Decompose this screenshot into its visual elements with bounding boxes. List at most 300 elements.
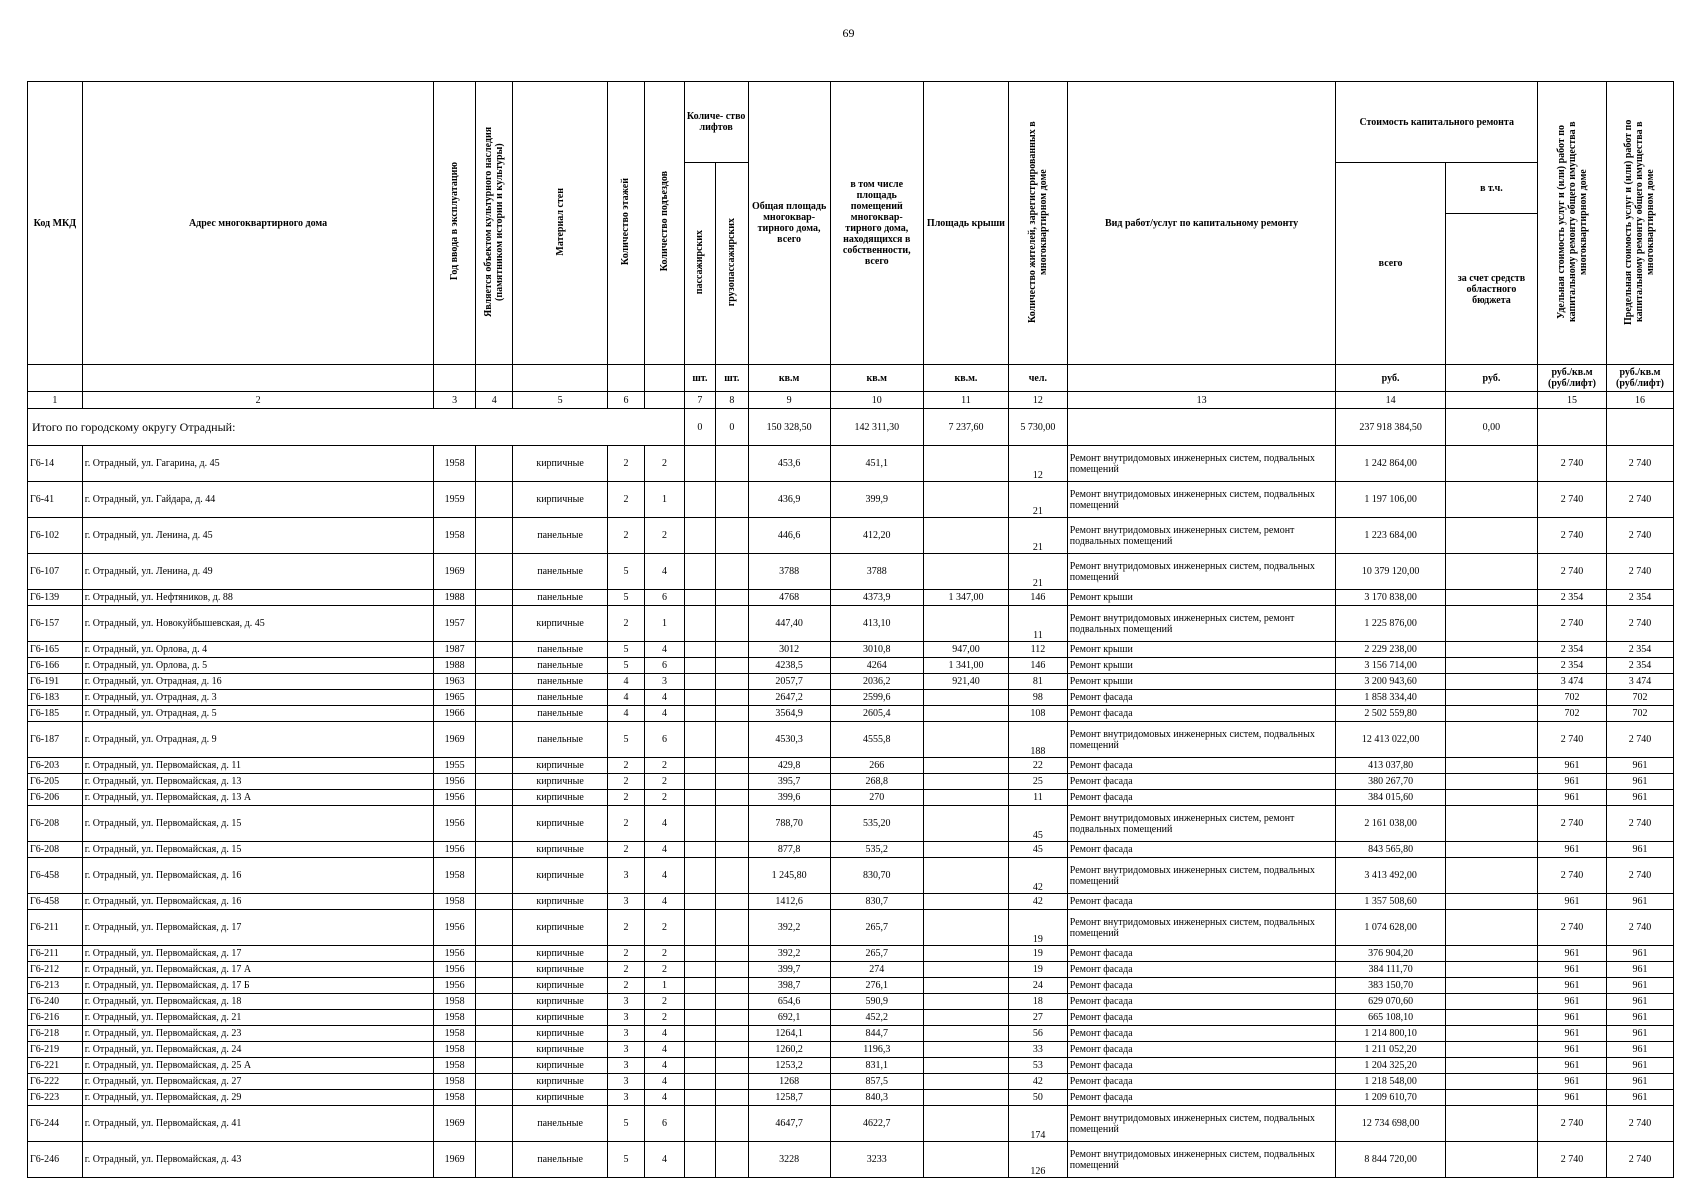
page-number: 69 [842, 26, 855, 40]
cell-cost-total: 1 225 876,00 [1336, 606, 1445, 642]
cell-wall-material: кирпичные [513, 962, 607, 978]
cell-address: г. Отрадный, ул. Отрадная, д. 3 [82, 690, 434, 706]
cell-wall-material: кирпичные [513, 774, 607, 790]
cell-address: г. Отрадный, ул. Первомайская, д. 18 [82, 994, 434, 1010]
cell-owned-area: 831,1 [830, 1058, 923, 1074]
cell-total-area: 1268 [748, 1074, 830, 1090]
cell-max-cost: 961 [1606, 994, 1673, 1010]
cell-cost-total: 1 209 610,70 [1336, 1090, 1445, 1106]
cell-cost-total: 3 170 838,00 [1336, 590, 1445, 606]
cell-lifts-passenger [684, 722, 715, 758]
cell-address: г. Отрадный, ул. Первомайская, д. 13 [82, 774, 434, 790]
cell-roof-area: 921,40 [923, 674, 1008, 690]
cell-year: 1969 [434, 1106, 476, 1142]
table-row [28, 446, 1674, 482]
cell-cost-total: 1 242 864,00 [1336, 446, 1445, 482]
table-row [28, 482, 1674, 518]
table-row [28, 894, 1674, 910]
cell-cost-region [1445, 1010, 1537, 1026]
cell-floors: 3 [607, 994, 645, 1010]
cell-total-area: 398,7 [748, 978, 830, 994]
cell-total-area: 1260,2 [748, 1042, 830, 1058]
cell-address: г. Отрадный, ул. Первомайская, д. 15 [82, 806, 434, 842]
cell-wall-material: панельные [513, 1142, 607, 1178]
cell-cost-region [1445, 1106, 1537, 1142]
unit-per-2: руб./кв.м (руб/лифт) [1606, 365, 1673, 392]
cell-roof-area [923, 1058, 1008, 1074]
cell-max-cost: 2 740 [1606, 910, 1673, 946]
cell-total-area: 3788 [748, 554, 830, 590]
cell-code: Г6-223 [28, 1090, 83, 1106]
cell-work-type: Ремонт внутридомовых инженерных систем, подвальных помещений [1067, 1106, 1336, 1142]
total-residents: 5 730,00 [1009, 409, 1068, 446]
cell-unit-cost: 702 [1538, 690, 1607, 706]
table-header [28, 82, 1674, 409]
cell-max-cost: 2 740 [1606, 518, 1673, 554]
cell-cost-region [1445, 946, 1537, 962]
header-residents: Количество жителей, зарегистрированных в многоквартирном доме [1009, 82, 1068, 365]
cell-cost-region [1445, 446, 1537, 482]
cell-wall-material: панельные [513, 642, 607, 658]
table-row [28, 946, 1674, 962]
cell-floors: 2 [607, 842, 645, 858]
cell-cost-region [1445, 962, 1537, 978]
column-number: 14 [1336, 392, 1445, 409]
cell-entrances: 2 [645, 962, 685, 978]
cell-roof-area [923, 706, 1008, 722]
cell-lifts-cargo [716, 1090, 748, 1106]
cell-cost-region [1445, 590, 1537, 606]
table-row [28, 790, 1674, 806]
cell-year: 1988 [434, 658, 476, 674]
cell-total-area: 1264,1 [748, 1026, 830, 1042]
cell-residents: 24 [1009, 978, 1068, 994]
cell-cost-total: 1 074 628,00 [1336, 910, 1445, 946]
cell-max-cost: 961 [1606, 1042, 1673, 1058]
cell-roof-area [923, 482, 1008, 518]
cell-wall-material: кирпичные [513, 1010, 607, 1026]
cell-residents: 188 [1009, 722, 1068, 758]
cell-heritage [475, 1142, 513, 1178]
cell-roof-area [923, 1010, 1008, 1026]
cell-owned-area: 265,7 [830, 910, 923, 946]
cell-work-type: Ремонт фасада [1067, 1090, 1336, 1106]
column-number: 3 [434, 392, 476, 409]
cell-cost-region [1445, 482, 1537, 518]
cell-address: г. Отрадный, ул. Первомайская, д. 41 [82, 1106, 434, 1142]
cell-roof-area [923, 910, 1008, 946]
cell-owned-area: 840,3 [830, 1090, 923, 1106]
cell-cost-total: 1 211 052,20 [1336, 1042, 1445, 1058]
cell-address: г. Отрадный, ул. Первомайская, д. 27 [82, 1074, 434, 1090]
cell-max-cost: 961 [1606, 1026, 1673, 1042]
cell-unit-cost: 961 [1538, 790, 1607, 806]
cell-unit-cost: 961 [1538, 1058, 1607, 1074]
cell-total-area: 4530,3 [748, 722, 830, 758]
cell-lifts-cargo [716, 722, 748, 758]
cell-cost-total: 3 200 943,60 [1336, 674, 1445, 690]
cell-residents: 19 [1009, 946, 1068, 962]
cell-year: 1969 [434, 554, 476, 590]
cell-lifts-passenger [684, 994, 715, 1010]
cell-floors: 2 [607, 806, 645, 842]
unit-pcs-1: шт. [684, 365, 715, 392]
cell-entrances: 1 [645, 482, 685, 518]
cell-lifts-cargo [716, 1106, 748, 1142]
cell-heritage [475, 758, 513, 774]
cell-heritage [475, 806, 513, 842]
cell-max-cost: 961 [1606, 946, 1673, 962]
cell-residents: 22 [1009, 758, 1068, 774]
cell-lifts-cargo [716, 1058, 748, 1074]
column-number: 9 [748, 392, 830, 409]
cell-work-type: Ремонт крыши [1067, 590, 1336, 606]
cell-residents: 42 [1009, 1074, 1068, 1090]
cell-work-type: Ремонт внутридомовых инженерных систем, подвальных помещений [1067, 446, 1336, 482]
cell-unit-cost: 961 [1538, 994, 1607, 1010]
cell-max-cost: 2 740 [1606, 1142, 1673, 1178]
cell-lifts-passenger [684, 758, 715, 774]
cell-work-type: Ремонт фасада [1067, 978, 1336, 994]
cell-lifts-cargo [716, 978, 748, 994]
cell-code: Г6-211 [28, 946, 83, 962]
cell-wall-material: панельные [513, 722, 607, 758]
cell-code: Г6-458 [28, 858, 83, 894]
cell-floors: 5 [607, 642, 645, 658]
cell-unit-cost: 2 740 [1538, 806, 1607, 842]
cell-roof-area [923, 894, 1008, 910]
cell-cost-region [1445, 518, 1537, 554]
cell-floors: 4 [607, 690, 645, 706]
cell-heritage [475, 858, 513, 894]
cell-address: г. Отрадный, ул. Отрадная, д. 9 [82, 722, 434, 758]
cell-year: 1958 [434, 446, 476, 482]
cell-work-type: Ремонт фасада [1067, 1058, 1336, 1074]
cell-wall-material: кирпичные [513, 606, 607, 642]
cell-total-area: 436,9 [748, 482, 830, 518]
table-row [28, 806, 1674, 842]
cell-lifts-passenger [684, 590, 715, 606]
cell-entrances: 4 [645, 690, 685, 706]
header-roof-area: Площадь крыши [923, 82, 1008, 365]
cell-cost-region [1445, 606, 1537, 642]
cell-cost-region [1445, 758, 1537, 774]
cell-floors: 3 [607, 1026, 645, 1042]
cell-code: Г6-183 [28, 690, 83, 706]
table-row [28, 1142, 1674, 1178]
cell-year: 1958 [434, 1026, 476, 1042]
cell-owned-area: 2599,6 [830, 690, 923, 706]
unit-sqm-3: кв.м. [923, 365, 1008, 392]
cell-entrances: 4 [645, 842, 685, 858]
cell-cost-total: 1 214 800,10 [1336, 1026, 1445, 1042]
cell-heritage [475, 674, 513, 690]
cell-work-type: Ремонт внутридомовых инженерных систем, подвальных помещений [1067, 910, 1336, 946]
cell-address: г. Отрадный, ул. Первомайская, д. 11 [82, 758, 434, 774]
cell-address: г. Отрадный, ул. Отрадная, д. 16 [82, 674, 434, 690]
cell-total-area: 877,8 [748, 842, 830, 858]
cell-roof-area [923, 1026, 1008, 1042]
cell-address: г. Отрадный, ул. Первомайская, д. 23 [82, 1026, 434, 1042]
cell-unit-cost: 2 740 [1538, 722, 1607, 758]
cell-wall-material: панельные [513, 658, 607, 674]
cell-wall-material: кирпичные [513, 910, 607, 946]
cell-total-area: 1 245,80 [748, 858, 830, 894]
header-year: Год ввода в эксплуатацию [434, 82, 476, 365]
cell-wall-material: панельные [513, 690, 607, 706]
cell-code: Г6-41 [28, 482, 83, 518]
cell-heritage [475, 690, 513, 706]
cell-heritage [475, 554, 513, 590]
cell-total-area: 392,2 [748, 946, 830, 962]
cell-roof-area [923, 790, 1008, 806]
cell-floors: 3 [607, 1074, 645, 1090]
cell-floors: 5 [607, 722, 645, 758]
cell-owned-area: 535,20 [830, 806, 923, 842]
cell-residents: 81 [1009, 674, 1068, 690]
cell-unit-cost: 2 740 [1538, 858, 1607, 894]
cell-unit-cost: 2 740 [1538, 1142, 1607, 1178]
table-row [28, 590, 1674, 606]
cell-unit-cost: 961 [1538, 946, 1607, 962]
cell-heritage [475, 658, 513, 674]
cell-residents: 174 [1009, 1106, 1068, 1142]
cell-year: 1956 [434, 978, 476, 994]
cell-max-cost: 702 [1606, 690, 1673, 706]
cell-code: Г6-216 [28, 1010, 83, 1026]
cell-year: 1958 [434, 1042, 476, 1058]
cell-wall-material: панельные [513, 1106, 607, 1142]
cell-cost-region [1445, 1026, 1537, 1042]
cell-entrances: 2 [645, 446, 685, 482]
cell-work-type: Ремонт фасада [1067, 1074, 1336, 1090]
cell-year: 1958 [434, 1058, 476, 1074]
cell-owned-area: 844,7 [830, 1026, 923, 1042]
cell-cost-total: 1 223 684,00 [1336, 518, 1445, 554]
cell-roof-area [923, 690, 1008, 706]
cell-cost-total: 2 229 238,00 [1336, 642, 1445, 658]
cell-year: 1969 [434, 722, 476, 758]
cell-heritage [475, 962, 513, 978]
cell-lifts-passenger [684, 642, 715, 658]
cell-unit-cost: 702 [1538, 706, 1607, 722]
cell-code: Г6-191 [28, 674, 83, 690]
cell-wall-material: панельные [513, 554, 607, 590]
cell-floors: 5 [607, 1142, 645, 1178]
cell-work-type: Ремонт внутридомовых инженерных систем, подвальных помещений [1067, 554, 1336, 590]
cell-lifts-passenger [684, 962, 715, 978]
cell-entrances: 2 [645, 758, 685, 774]
cell-lifts-passenger [684, 790, 715, 806]
cell-code: Г6-458 [28, 894, 83, 910]
cell-heritage [475, 978, 513, 994]
cell-entrances: 2 [645, 994, 685, 1010]
cell-cost-total: 384 111,70 [1336, 962, 1445, 978]
cell-max-cost: 2 354 [1606, 590, 1673, 606]
cell-address: г. Отрадный, ул. Первомайская, д. 25 А [82, 1058, 434, 1074]
cell-lifts-cargo [716, 642, 748, 658]
cell-cost-total: 12 413 022,00 [1336, 722, 1445, 758]
cell-heritage [475, 1026, 513, 1042]
cell-unit-cost: 2 354 [1538, 642, 1607, 658]
cell-address: г. Отрадный, ул. Орлова, д. 5 [82, 658, 434, 674]
column-number-blank [1445, 392, 1537, 409]
cell-total-area: 4238,5 [748, 658, 830, 674]
cell-roof-area [923, 606, 1008, 642]
cell-unit-cost: 961 [1538, 978, 1607, 994]
cell-cost-region [1445, 1074, 1537, 1090]
cell-roof-area [923, 946, 1008, 962]
cell-cost-region [1445, 642, 1537, 658]
cell-total-area: 1258,7 [748, 1090, 830, 1106]
cell-year: 1955 [434, 758, 476, 774]
cell-residents: 50 [1009, 1090, 1068, 1106]
cell-lifts-passenger [684, 674, 715, 690]
cell-lifts-passenger [684, 554, 715, 590]
table-row [28, 1106, 1674, 1142]
cell-cost-total: 1 858 334,40 [1336, 690, 1445, 706]
unit-blank-4 [475, 365, 513, 392]
cell-lifts-passenger [684, 482, 715, 518]
cell-lifts-cargo [716, 658, 748, 674]
cell-address: г. Отрадный, ул. Отрадная, д. 5 [82, 706, 434, 722]
total-works-blank [1067, 409, 1336, 446]
cell-residents: 45 [1009, 806, 1068, 842]
cell-address: г. Отрадный, ул. Первомайская, д. 16 [82, 858, 434, 894]
cell-cost-region [1445, 554, 1537, 590]
cell-year: 1963 [434, 674, 476, 690]
cell-address: г. Отрадный, ул. Нефтяников, д. 88 [82, 590, 434, 606]
cell-roof-area [923, 842, 1008, 858]
cell-floors: 2 [607, 962, 645, 978]
unit-people: чел. [1009, 365, 1068, 392]
cell-lifts-cargo [716, 1010, 748, 1026]
cell-owned-area: 2605,4 [830, 706, 923, 722]
cell-total-area: 788,70 [748, 806, 830, 842]
total-row [28, 409, 1674, 446]
unit-pcs-2: шт. [716, 365, 748, 392]
cell-residents: 21 [1009, 482, 1068, 518]
cell-entrances: 3 [645, 674, 685, 690]
table-row [28, 690, 1674, 706]
column-number: 2 [82, 392, 434, 409]
cell-unit-cost: 961 [1538, 774, 1607, 790]
cell-floors: 3 [607, 1090, 645, 1106]
cell-max-cost: 961 [1606, 1010, 1673, 1026]
cell-lifts-passenger [684, 1106, 715, 1142]
column-number: 13 [1067, 392, 1336, 409]
cell-work-type: Ремонт крыши [1067, 642, 1336, 658]
cell-total-area: 3012 [748, 642, 830, 658]
table-row [28, 858, 1674, 894]
cell-owned-area: 268,8 [830, 774, 923, 790]
cell-wall-material: кирпичные [513, 978, 607, 994]
cell-owned-area: 2036,2 [830, 674, 923, 690]
cell-floors: 2 [607, 910, 645, 946]
cell-wall-material: панельные [513, 590, 607, 606]
cell-entrances: 6 [645, 1106, 685, 1142]
cell-address: г. Отрадный, ул. Первомайская, д. 43 [82, 1142, 434, 1178]
cell-cost-total: 3 413 492,00 [1336, 858, 1445, 894]
table-row [28, 842, 1674, 858]
cell-wall-material: кирпичные [513, 842, 607, 858]
column-number: 11 [923, 392, 1008, 409]
cell-floors: 5 [607, 590, 645, 606]
cell-lifts-cargo [716, 774, 748, 790]
total-lifts-passenger: 0 [684, 409, 715, 446]
cell-roof-area [923, 1074, 1008, 1090]
cell-residents: 42 [1009, 894, 1068, 910]
cell-lifts-cargo [716, 790, 748, 806]
cell-cost-total: 1 204 325,20 [1336, 1058, 1445, 1074]
cell-roof-area [923, 774, 1008, 790]
cell-max-cost: 2 740 [1606, 446, 1673, 482]
cell-year: 1958 [434, 858, 476, 894]
cell-address: г. Отрадный, ул. Первомайская, д. 17 А [82, 962, 434, 978]
cell-wall-material: кирпичные [513, 994, 607, 1010]
cell-work-type: Ремонт крыши [1067, 674, 1336, 690]
cell-wall-material: кирпичные [513, 1058, 607, 1074]
cell-code: Г6-205 [28, 774, 83, 790]
cell-total-area: 399,6 [748, 790, 830, 806]
cell-unit-cost: 961 [1538, 1090, 1607, 1106]
header-max-cost: Предельная стоимость услуг и (или) работ по капитальному ремонту общего имущества в многоквартирном доме [1606, 82, 1673, 365]
header-cost-region: за счет средств областного бюджета [1445, 214, 1537, 365]
cell-cost-region [1445, 806, 1537, 842]
cell-entrances: 4 [645, 1026, 685, 1042]
table-row [28, 758, 1674, 774]
cell-residents: 21 [1009, 518, 1068, 554]
cell-work-type: Ремонт фасада [1067, 946, 1336, 962]
cell-roof-area [923, 962, 1008, 978]
cell-address: г. Отрадный, ул. Первомайская, д. 17 Б [82, 978, 434, 994]
cell-year: 1956 [434, 842, 476, 858]
cell-heritage [475, 1106, 513, 1142]
cell-residents: 11 [1009, 606, 1068, 642]
table-row [28, 1074, 1674, 1090]
cell-owned-area: 535,2 [830, 842, 923, 858]
cell-owned-area: 265,7 [830, 946, 923, 962]
cell-lifts-cargo [716, 1026, 748, 1042]
cell-year: 1959 [434, 482, 476, 518]
cell-work-type: Ремонт фасада [1067, 962, 1336, 978]
cell-max-cost: 961 [1606, 1058, 1673, 1074]
cell-max-cost: 961 [1606, 1090, 1673, 1106]
cell-entrances: 4 [645, 894, 685, 910]
cell-unit-cost: 2 740 [1538, 446, 1607, 482]
cell-owned-area: 4622,7 [830, 1106, 923, 1142]
cell-work-type: Ремонт внутридомовых инженерных систем, подвальных помещений [1067, 482, 1336, 518]
cell-wall-material: панельные [513, 518, 607, 554]
cell-year: 1957 [434, 606, 476, 642]
header-lifts-cargo: грузопассажирских [716, 163, 748, 365]
unit-blank-8 [1067, 365, 1336, 392]
cell-address: г. Отрадный, ул. Первомайская, д. 17 [82, 946, 434, 962]
cell-entrances: 2 [645, 774, 685, 790]
cell-cost-total: 3 156 714,00 [1336, 658, 1445, 674]
table-row [28, 1010, 1674, 1026]
cell-lifts-cargo [716, 894, 748, 910]
cell-total-area: 2057,7 [748, 674, 830, 690]
cell-entrances: 4 [645, 1058, 685, 1074]
cell-heritage [475, 722, 513, 758]
cell-heritage [475, 446, 513, 482]
cell-residents: 25 [1009, 774, 1068, 790]
cell-floors: 5 [607, 658, 645, 674]
column-number: 10 [830, 392, 923, 409]
cell-heritage [475, 482, 513, 518]
cell-residents: 27 [1009, 1010, 1068, 1026]
